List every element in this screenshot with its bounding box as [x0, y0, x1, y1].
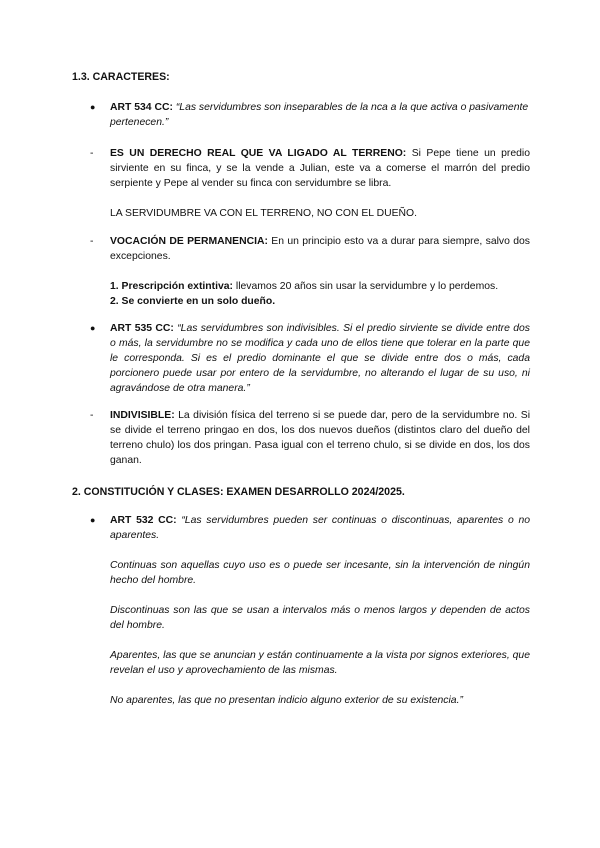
dash-marker: -	[90, 236, 94, 247]
paragraph-no-aparentes: No aparentes, las que no presentan indicio alguno exterior de su existencia.”	[110, 695, 463, 706]
paragraph-aparentes: Aparentes, las que se anuncian y están continuamente a la vista por signos exteriores, que revelan el uso y aprovechamiento de las mismas.	[110, 650, 530, 676]
item-text: La división física del terreno si se puede dar, pero de la servidumbre no. Si se divide el terreno pringao en dos, los dos nuevos dueños (distintos claro del dueño del terreno chulo) los dos pringan. Pasa igual con el terreno chulo, si se divide en dos, los dos ganan.	[110, 410, 530, 466]
exception-1-label: 1. Prescripción extintiva:	[110, 281, 234, 292]
list-item-derecho-real	[90, 146, 530, 221]
paragraph-discontinuas: Discontinuas son las que se usan a intervalos más o menos largos y dependen de actos del hombre.	[110, 605, 530, 631]
exception-1-text: llevamos 20 años sin usar la servidumbre y lo perdemos.	[235, 281, 499, 292]
item-text: Si Pepe tiene un predio sirviente en su finca, y se la vende a Julian, este va a comerse el marrón del predio serpiente y Pepe al vender su finca con servidumbre se libra.	[110, 148, 530, 189]
bullet-marker: ●	[90, 515, 96, 525]
section-heading-caracteres: 1.3. CARACTERES:	[72, 71, 170, 83]
item-note: LA SERVIDUMBRE VA CON EL TERRENO, NO CON EL DUEÑO.	[110, 208, 417, 219]
bullet-marker: ●	[90, 102, 96, 112]
list-item-vocacion-permanencia	[90, 234, 530, 309]
item-text: En un principio esto va a durar para siempre, salvo dos excepciones.	[110, 236, 530, 262]
section-heading-constitucion: 2. CONSTITUCIÓN Y CLASES: EXAMEN DESARROLLO 2024/2025.	[72, 486, 405, 498]
list-item-indivisible	[90, 408, 530, 468]
exception-2: 2. Se convierte en un solo dueño.	[110, 296, 276, 307]
item-text: “Las servidumbres son indivisibles. Si el predio sirviente se divide entre dos o más, la servidumbre no se modifica y cada uno de ellos tiene que tolerar en la parte que le corresponda. Si es el predio dominante el que se divide entre dos o más, cada porcionero puede usar por entero de la servidumbre, no alterando el lugar de su uso, ni agravándose de otra manera.”	[110, 323, 530, 394]
item-label: INDIVISIBLE:	[110, 410, 175, 421]
list-item-art-532	[90, 513, 530, 708]
dash-marker: -	[90, 410, 94, 421]
item-label: ART 535 CC:	[110, 323, 174, 334]
list-item-art-535	[90, 321, 530, 396]
list-item-art-534	[90, 100, 530, 130]
paragraph-continuas: Continuas son aquellas cuyo uso es o puede ser incesante, sin la intervención de ningún hecho del hombre.	[110, 560, 530, 586]
item-text: “Las servidumbres pueden ser continuas o discontinuas, aparentes o no aparentes.	[110, 515, 531, 541]
item-label: ART 532 CC:	[110, 515, 177, 526]
dash-marker: -	[90, 148, 94, 159]
item-label: VOCACIÓN DE PERMANENCIA:	[110, 236, 268, 247]
item-label: ART 534 CC:	[110, 102, 173, 113]
bullet-marker: ●	[90, 323, 96, 333]
item-label: ES UN DERECHO REAL QUE VA LIGADO AL TERRENO:	[110, 148, 407, 159]
item-text: “Las servidumbres son inseparables de la nca a la que activa o pasivamente pertenecen.”	[110, 102, 529, 128]
